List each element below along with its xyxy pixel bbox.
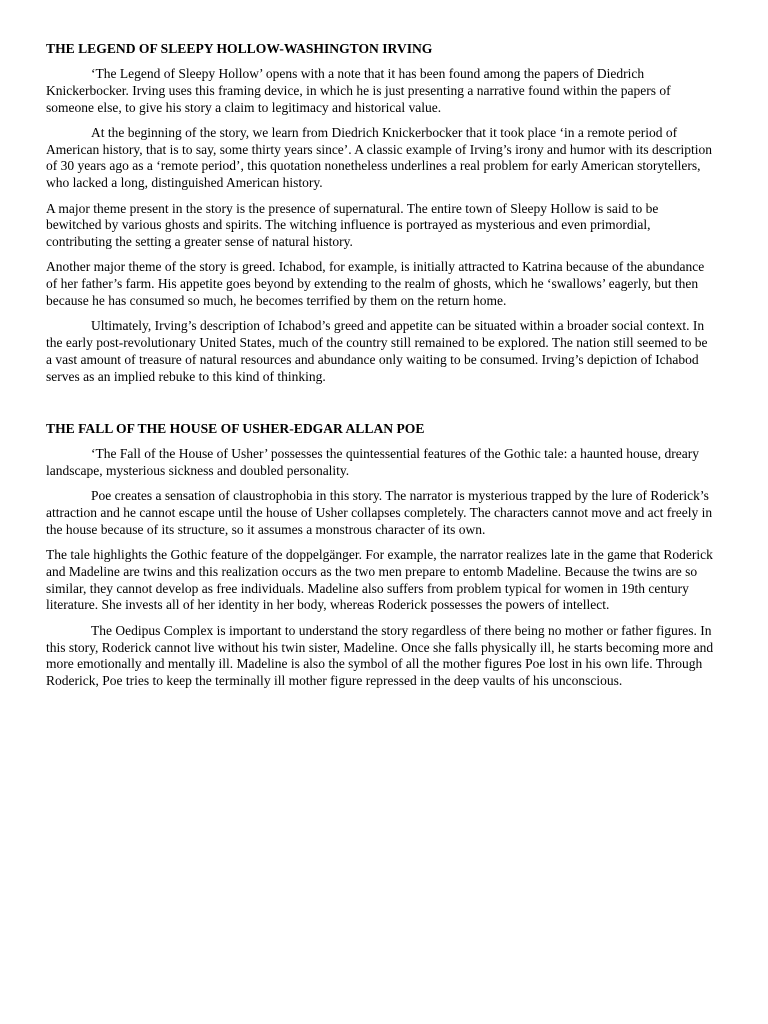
document-page xyxy=(46,40,714,698)
paragraph: Ultimately, Irving’s description of Ichabod’s greed and appetite can be situated within a broader social context. In the early post-revolutionary United States, much of the country still remained to be explored. The nation still seemed to be a vast amount of treasure of natural resources and abundance only waiting to be consumed. Irving’s depiction of Ichabod serves as an implied rebuke to this kind of thinking. xyxy=(46,318,708,384)
paragraph: The Oedipus Complex is important to understand the story regardless of there being no mother or father figures. In this story, Roderick cannot live without his twin sister, Madeline. Once she falls physically ill, he starts becoming more and more emotionally and mentally ill. Madeline is also the symbol of all the mother figures Poe lost in his own life. Through Roderick, Poe tries to keep the terminally ill mother figure repressed in the deep vaults of his unconscious. xyxy=(46,622,714,689)
section-spacer xyxy=(46,394,714,420)
paragraph: ‘The Legend of Sleepy Hollow’ opens with a note that it has been found among the papers of Diedrich Knickerbocker. Irving uses this framing device, in which he is just presenting a narrative found within the papers of someone else, to give his story a claim to legitimacy and historical value. xyxy=(46,66,671,115)
paragraph: ‘The Fall of the House of Usher’ possesses the quintessential features of the Gothic tale: a haunted house, dreary landscape, mysterious sickness and doubled personality. xyxy=(46,446,699,478)
paragraph: A major theme present in the story is the presence of supernatural. The entire town of Sleepy Hollow is said to be bewitched by various ghosts and spirits. The witching influence is portrayed as mysterious and even primordial, contributing the setting a greater sense of natural history. xyxy=(46,200,659,250)
paragraph: Another major theme of the story is greed. Ichabod, for example, is initially attracted to Katrina because of the abundance of her father’s farm. His appetite goes beyond by extending to the realm of ghosts, which he ‘swallows’ eagerly, but then because he has consumed so much, he becomes terrified by them on the return home. xyxy=(46,259,705,309)
section-title-sleepy-hollow: THE LEGEND OF SLEEPY HOLLOW-WASHINGTON IRVING xyxy=(46,41,433,56)
paragraph: At the beginning of the story, we learn from Diedrich Knickerbocker that it took place ‘in a remote period of American history, that is to say, some thirty years since’. A classic example of Irving’s irony and humor with its description of 30 years ago as a ‘remote period’, this quotation nonetheless underlines a real problem for early American storytellers, who lacked a long, distinguished American history. xyxy=(46,124,712,191)
paragraph: Poe creates a sensation of claustrophobia in this story. The narrator is mysterious trapped by the lure of Roderick’s attraction and he cannot escape until the house of Usher collapses completely. The characters cannot move and act freely in the house because of its structure, so it assumes a monstrous character of its own. xyxy=(46,488,713,537)
paragraph: The tale highlights the Gothic feature of the doppelgänger. For example, the narrator realizes late in the game that Roderick and Madeline are twins and this realization occurs as the two men prepare to entomb Madeline. Because the twins are so similar, they cannot develop as free individuals. Madeline also suffers from problem typical for women in 19th century literature. She invests all of her identity in her body, whereas Roderick possesses the powers of intellect. xyxy=(46,547,713,613)
section-title-house-of-usher: THE FALL OF THE HOUSE OF USHER-EDGAR ALLAN POE xyxy=(46,421,425,437)
